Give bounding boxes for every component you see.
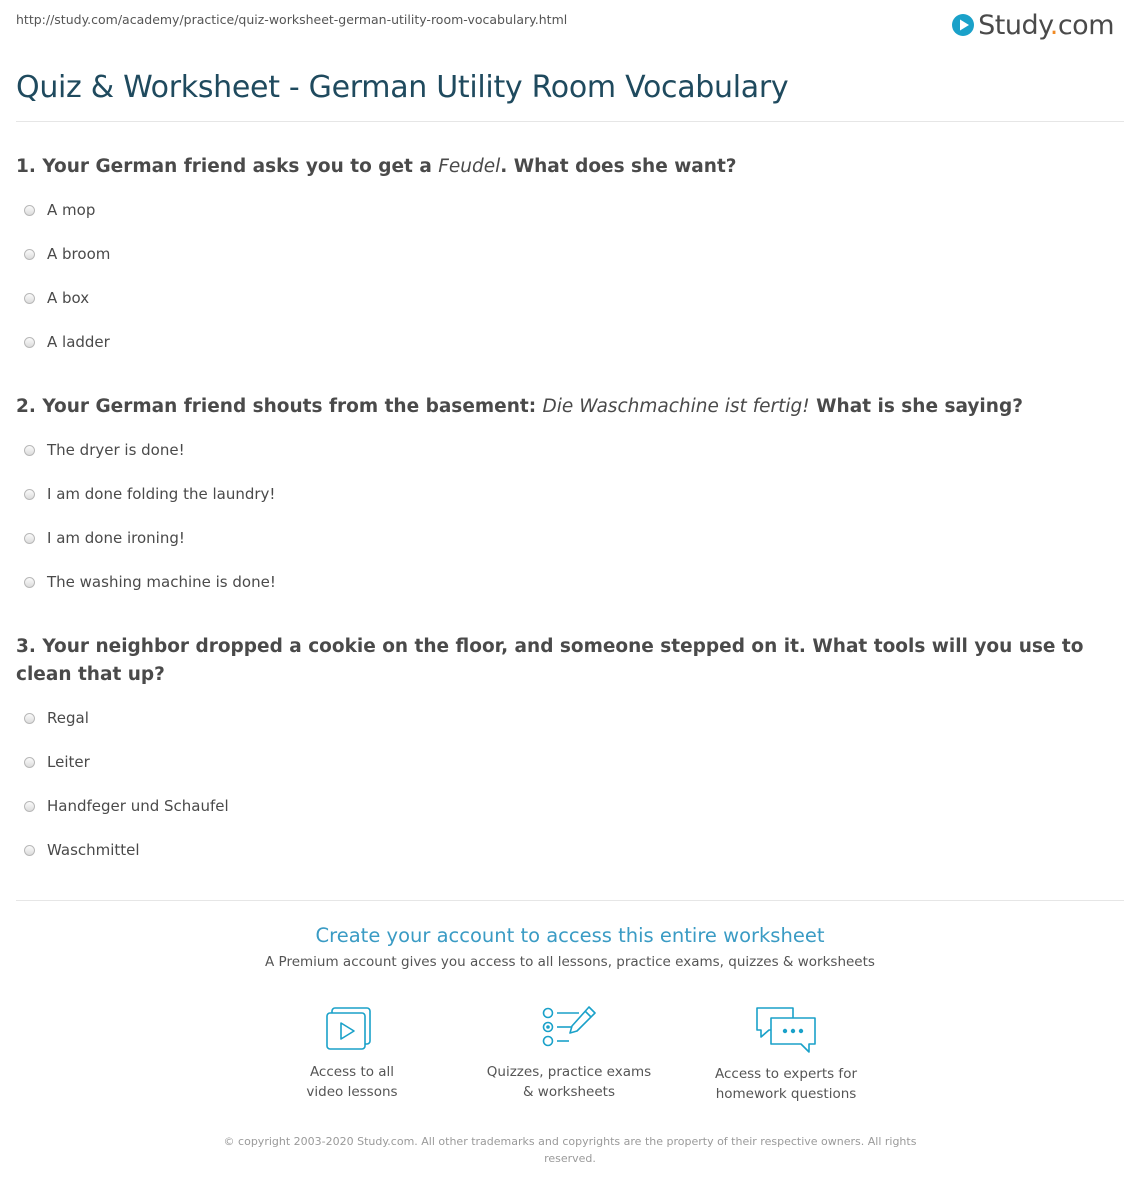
radio-button[interactable]	[24, 801, 35, 812]
question-3-option-3[interactable]: Handfeger und Schaufel	[24, 794, 229, 818]
radio-button[interactable]	[24, 205, 35, 216]
question-1-option-2[interactable]: A broom	[24, 242, 110, 266]
radio-button[interactable]	[24, 293, 35, 304]
question-2-option-3[interactable]: I am done ironing!	[24, 526, 185, 550]
radio-button[interactable]	[24, 845, 35, 856]
expert-chat-icon	[753, 1004, 819, 1054]
radio-button[interactable]	[24, 713, 35, 724]
quiz-checklist-icon	[539, 1004, 599, 1052]
feature-video-lessons	[252, 1004, 452, 1102]
page-title: Quiz & Worksheet - German Utility Room Vocabulary	[16, 70, 789, 105]
question-3: 3. Your neighbor dropped a cookie on the floor, and someone stepped on it. What tools will you use to clean that up?	[16, 636, 1084, 685]
feature-quizzes	[469, 1004, 669, 1102]
premium-description: A Premium account gives you access to all lessons, practice exams, quizzes & worksheets	[265, 954, 875, 970]
logo-text: Study.com	[978, 9, 1114, 41]
question-1: 1. Your German friend asks you to get a Feudel. What does she want?	[16, 156, 737, 177]
feature-video-lessons-text: Access to all video lessons	[306, 1064, 398, 1100]
radio-button[interactable]	[24, 757, 35, 768]
page-url: http://study.com/academy/practice/quiz-worksheet-german-utility-room-vocabulary.html	[16, 12, 568, 27]
copyright-notice: © copyright 2003-2020 Study.com. All other trademarks and copyrights are the property of their respective owners. All rights reserved.	[223, 1135, 917, 1165]
radio-button[interactable]	[24, 337, 35, 348]
question-1-option-1[interactable]: A mop	[24, 198, 95, 222]
question-3-option-4[interactable]: Waschmittel	[24, 838, 140, 862]
question-2-option-4[interactable]: The washing machine is done!	[24, 570, 276, 594]
study-logo[interactable]	[951, 8, 1114, 42]
radio-button[interactable]	[24, 533, 35, 544]
radio-button[interactable]	[24, 489, 35, 500]
video-lessons-icon	[322, 1004, 382, 1052]
create-account-link[interactable]: Create your account to access this entire worksheet	[315, 924, 825, 947]
question-3-option-1[interactable]: Regal	[24, 706, 89, 730]
question-3-option-2[interactable]: Leiter	[24, 750, 90, 774]
cta-divider	[16, 900, 1124, 901]
radio-button[interactable]	[24, 577, 35, 588]
question-1-option-3[interactable]: A box	[24, 286, 89, 310]
question-2: 2. Your German friend shouts from the basement: Die Waschmachine ist fertig! What is she saying?	[16, 396, 1023, 417]
feature-experts	[686, 1004, 886, 1104]
radio-button[interactable]	[24, 445, 35, 456]
title-divider	[16, 121, 1124, 122]
feature-experts-text: Access to experts for homework questions	[714, 1066, 857, 1102]
question-2-option-2[interactable]: I am done folding the laundry!	[24, 482, 275, 506]
question-2-option-1[interactable]: The dryer is done!	[24, 438, 185, 462]
feature-quizzes-text: Quizzes, practice exams & worksheets	[486, 1064, 652, 1100]
radio-button[interactable]	[24, 249, 35, 260]
study-play-logo-icon	[951, 13, 975, 37]
question-1-option-4[interactable]: A ladder	[24, 330, 110, 354]
